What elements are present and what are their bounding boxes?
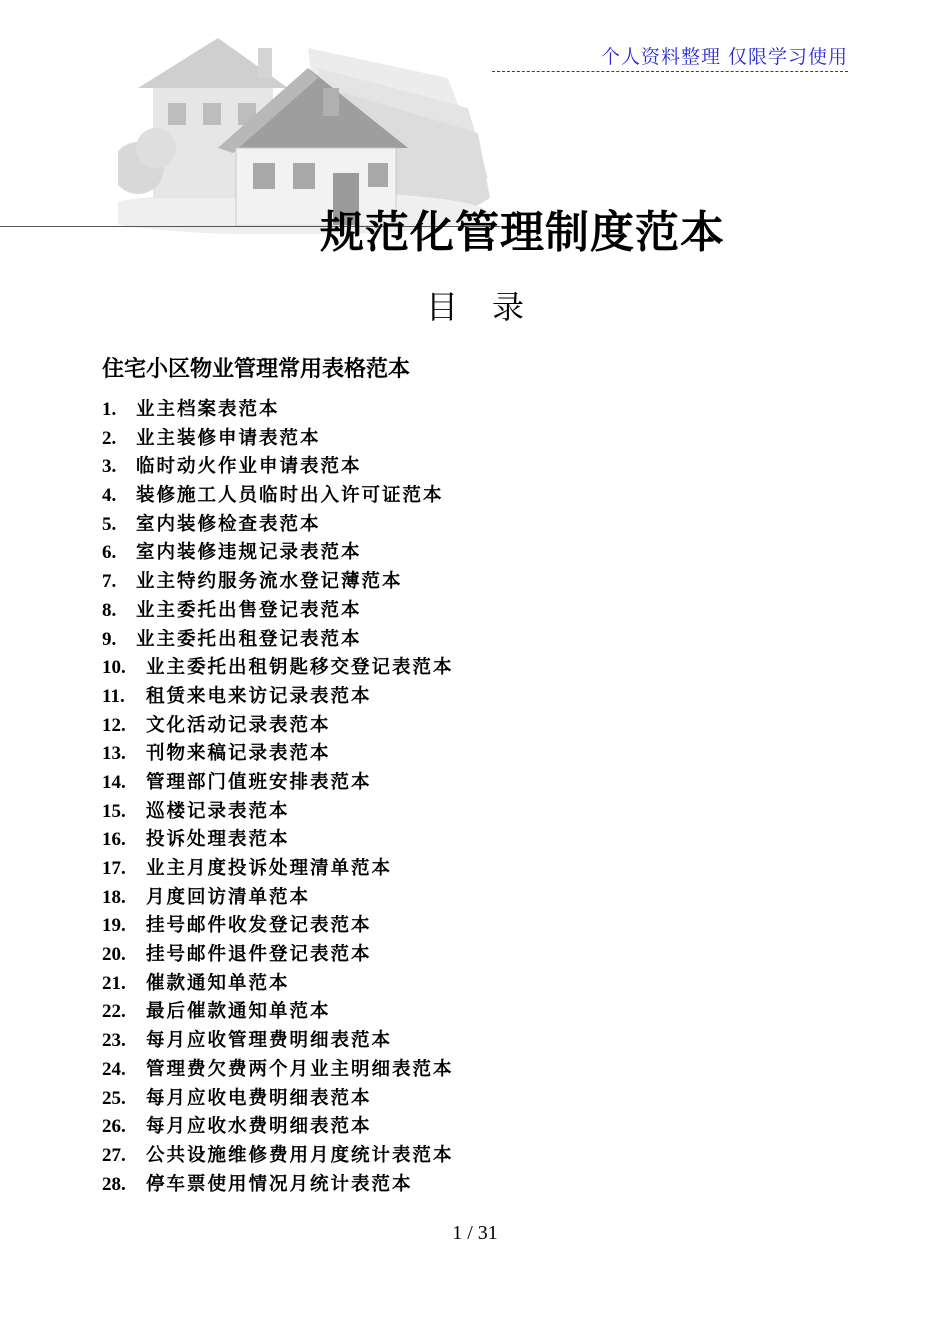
section-title: 住宅小区物业管理常用表格范本 (102, 357, 411, 382)
toc-item[interactable] (102, 626, 454, 655)
toc-item[interactable] (102, 712, 454, 741)
toc-item[interactable] (102, 425, 454, 454)
toc-item-number: 10. (102, 657, 126, 679)
toc-item-number: 1. (102, 399, 117, 420)
toc-item[interactable] (102, 798, 454, 827)
toc-item-label: 月度回访清单范本 (146, 886, 311, 908)
toc-item[interactable] (102, 511, 454, 540)
toc-item[interactable] (102, 1113, 454, 1142)
toc-item-label: 业主委托出售登记表范本 (136, 599, 362, 621)
toc-item-number: 9. (102, 628, 117, 650)
toc-item-number: 25. (102, 1087, 126, 1109)
toc-item-label: 挂号邮件收发登记表范本 (146, 915, 372, 937)
toc-item[interactable] (102, 740, 454, 769)
toc-item[interactable] (102, 539, 454, 568)
toc-item-label: 管理费欠费两个月业主明细表范本 (146, 1058, 454, 1080)
toc-item[interactable] (102, 1171, 454, 1200)
toc-list (102, 396, 454, 1199)
toc-item-number: 19. (102, 915, 126, 937)
toc-item-label: 业主特约服务流水登记薄范本 (136, 571, 403, 593)
toc-item[interactable] (102, 826, 454, 855)
toc-item-label: 巡楼记录表范本 (146, 800, 290, 822)
toc-item[interactable] (102, 970, 454, 999)
toc-item-label: 装修施工人员临时出入许可证范本 (136, 485, 444, 507)
toc-item-number: 7. (102, 571, 117, 593)
toc-item-number: 3. (102, 456, 117, 478)
toc-item[interactable] (102, 884, 454, 913)
toc-item-label: 文化活动记录表范本 (146, 714, 331, 736)
toc-item-label: 业主档案表范本 (136, 399, 280, 420)
toc-item[interactable] (102, 453, 454, 482)
toc-item[interactable] (102, 482, 454, 511)
toc-item-label: 挂号邮件退件登记表范本 (146, 944, 372, 966)
toc-item-number: 21. (102, 972, 126, 994)
page-number: 1 / 31 (452, 1222, 498, 1244)
toc-item-number: 15. (102, 800, 126, 822)
toc-item[interactable] (102, 1056, 454, 1085)
toc-item[interactable] (102, 396, 454, 425)
toc-item-number: 24. (102, 1058, 126, 1080)
toc-item-label: 每月应收水费明细表范本 (146, 1116, 372, 1138)
toc-item[interactable] (102, 998, 454, 1027)
toc-item-number: 5. (102, 513, 117, 535)
toc-item-label: 刊物来稿记录表范本 (146, 743, 331, 765)
toc-item-number: 26. (102, 1116, 126, 1138)
toc-item-number: 17. (102, 858, 126, 879)
toc-item-label: 催款通知单范本 (146, 972, 290, 994)
toc-item-label: 管理部门值班安排表范本 (146, 771, 372, 793)
toc-item-number: 13. (102, 743, 126, 765)
toc-item-label: 每月应收电费明细表范本 (146, 1087, 372, 1109)
toc-item-label: 业主月度投诉处理清单范本 (146, 858, 393, 879)
toc-item-label: 租赁来电来访记录表范本 (146, 685, 372, 707)
toc-item-number: 18. (102, 886, 126, 908)
toc-item-number: 11. (102, 685, 125, 707)
toc-item[interactable] (102, 855, 454, 884)
toc-item-number: 6. (102, 542, 117, 564)
toc-item-number: 22. (102, 1001, 126, 1023)
header-note: 个人资料整理 仅限学习使用 (492, 42, 848, 72)
page-title: 规范化管理制度范本 (320, 207, 725, 258)
toc-item[interactable] (102, 941, 454, 970)
toc-item-label: 业主装修申请表范本 (136, 427, 321, 449)
toc-item[interactable] (102, 1027, 454, 1056)
toc-item[interactable] (102, 597, 454, 626)
toc-item[interactable] (102, 912, 454, 941)
toc-item-number: 16. (102, 829, 126, 851)
toc-item-number: 4. (102, 485, 117, 507)
toc-item-number: 14. (102, 771, 126, 793)
toc-item-label: 停车票使用情况月统计表范本 (146, 1173, 413, 1195)
toc-item-number: 8. (102, 599, 117, 621)
toc-item-label: 室内装修违规记录表范本 (136, 542, 362, 564)
toc-item-number: 12. (102, 714, 126, 736)
toc-item-label: 临时动火作业申请表范本 (136, 456, 362, 478)
toc-item[interactable] (102, 568, 454, 597)
toc-item[interactable] (102, 1085, 454, 1114)
toc-item-label: 最后催款通知单范本 (146, 1001, 331, 1023)
toc-item-number: 2. (102, 427, 117, 449)
toc-item-label: 室内装修检查表范本 (136, 513, 321, 535)
toc-item[interactable] (102, 654, 454, 683)
toc-heading: 目录 (425, 288, 558, 326)
toc-item[interactable] (102, 769, 454, 798)
toc-item-number: 27. (102, 1144, 126, 1166)
toc-item[interactable] (102, 1142, 454, 1171)
toc-item-number: 28. (102, 1173, 126, 1195)
toc-item-number: 20. (102, 944, 126, 966)
toc-item-label: 业主委托出租钥匙移交登记表范本 (146, 657, 454, 679)
toc-item-label: 公共设施维修费用月度统计表范本 (146, 1144, 454, 1166)
toc-item-number: 23. (102, 1030, 126, 1052)
toc-item-label: 投诉处理表范本 (146, 829, 290, 851)
toc-item[interactable] (102, 683, 454, 712)
toc-item-label: 每月应收管理费明细表范本 (146, 1030, 393, 1052)
toc-item-label: 业主委托出租登记表范本 (136, 628, 362, 650)
